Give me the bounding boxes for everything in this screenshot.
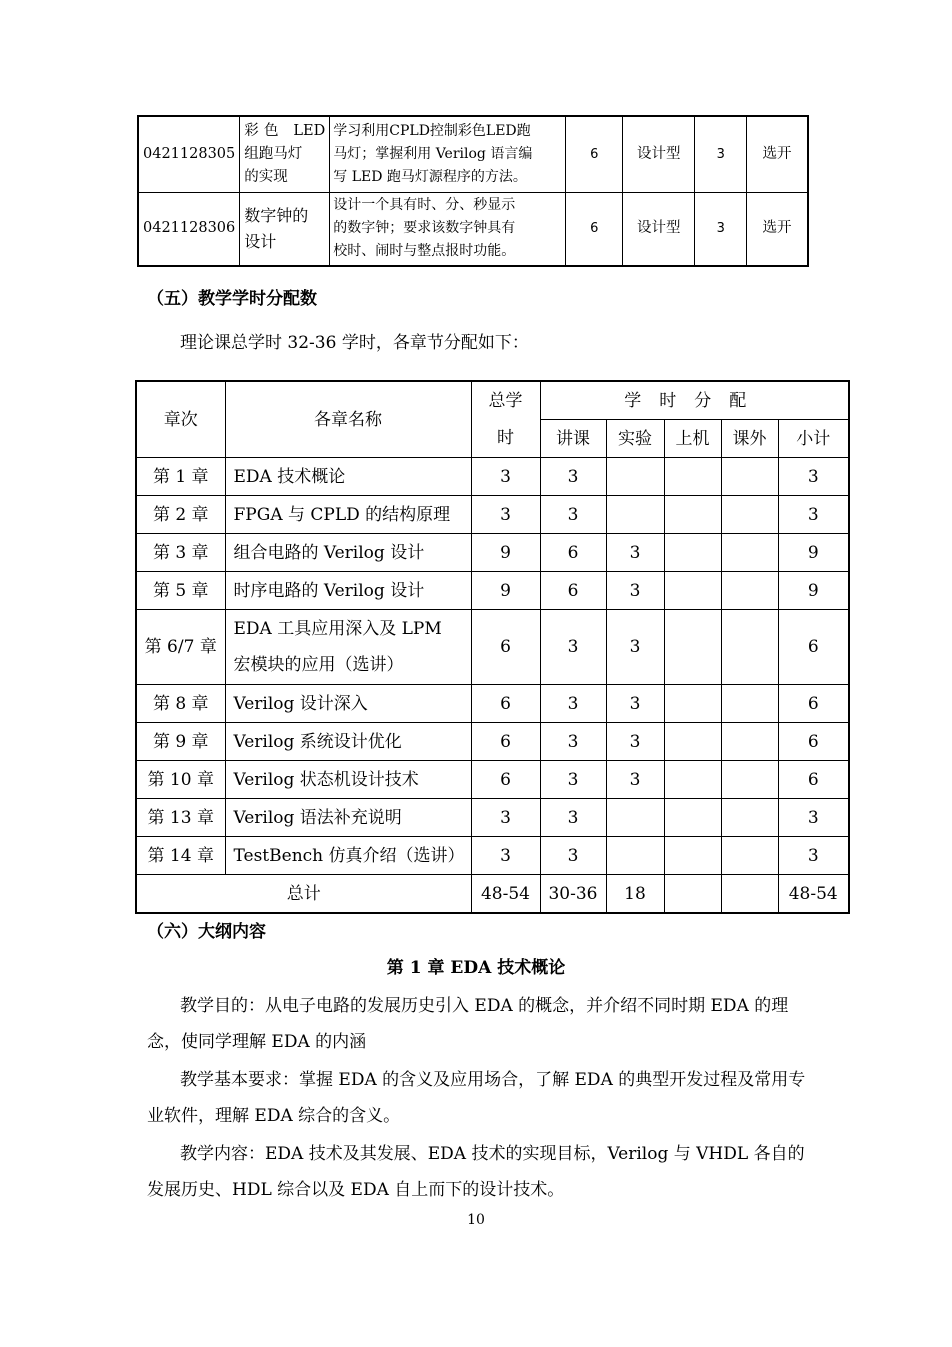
row-lecture: 3 xyxy=(540,799,606,837)
row-lecture: 6 xyxy=(540,572,606,610)
description-line: 的数字钟；要求该数字钟具有 xyxy=(333,220,516,237)
table-row xyxy=(138,116,808,192)
experiment-people: 3 xyxy=(695,192,747,266)
table-row xyxy=(138,192,808,266)
header-chapter: 章次 xyxy=(136,381,225,458)
header-distribution: 学时分配 xyxy=(540,381,849,420)
table-row xyxy=(136,534,849,572)
row-subtotal: 3 xyxy=(778,837,849,875)
body-paragraph: 教学内容：EDA 技术及其发展、EDA 技术的实现目标，Verilog 与 VHDL 各自的发展历史、HDL 综合以及 EDA 自上而下的设计技术。 xyxy=(147,1144,805,1200)
row-extra xyxy=(721,496,778,534)
experiment-type: 设计型 xyxy=(623,192,695,266)
row-total: 6 xyxy=(471,723,540,761)
experiment-name xyxy=(240,192,330,266)
row-lecture: 3 xyxy=(540,723,606,761)
row-subtotal: 9 xyxy=(778,534,849,572)
row-lab xyxy=(606,837,664,875)
row-lab: 3 xyxy=(606,572,664,610)
header-total-line2: 时 xyxy=(471,420,540,458)
description-line: 马灯；掌握利用 Verilog 语言编 xyxy=(333,145,533,162)
row-lab: 3 xyxy=(606,723,664,761)
description-line: 设计一个具有时、分、秒显示 xyxy=(333,197,516,214)
table-row xyxy=(136,799,849,837)
experiment-code: 0421128305 xyxy=(138,116,240,192)
experiment-name-line: 组跑马灯 xyxy=(244,145,303,162)
header-subtotal: 小计 xyxy=(778,420,849,458)
row-lecture: 3 xyxy=(540,496,606,534)
row-lab xyxy=(606,458,664,496)
totals-total: 48-54 xyxy=(471,875,540,914)
hours-table xyxy=(135,380,850,914)
row-computer xyxy=(664,685,721,723)
row-chapter: 第 5 章 xyxy=(136,572,225,610)
header-name: 各章名称 xyxy=(225,381,471,458)
experiment-status: 选开 xyxy=(747,192,808,266)
row-subtotal: 3 xyxy=(778,496,849,534)
row-total: 6 xyxy=(471,685,540,723)
row-lecture: 3 xyxy=(540,837,606,875)
experiment-code: 0421128306 xyxy=(138,192,240,266)
table-row xyxy=(136,685,849,723)
row-total: 6 xyxy=(471,761,540,799)
row-name: Verilog 系统设计优化 xyxy=(225,723,471,761)
row-extra xyxy=(721,610,778,685)
table-row xyxy=(136,837,849,875)
description-line: 学习利用CPLD控制彩色LED跑 xyxy=(333,122,531,139)
row-total: 3 xyxy=(471,458,540,496)
row-name: TestBench 仿真介绍（选讲） xyxy=(225,837,471,875)
row-name xyxy=(225,610,471,685)
row-chapter: 第 14 章 xyxy=(136,837,225,875)
table-row xyxy=(136,572,849,610)
row-subtotal: 6 xyxy=(778,723,849,761)
totals-label: 总计 xyxy=(136,875,471,914)
row-computer xyxy=(664,496,721,534)
row-name-line: 宏模块的应用（选讲） xyxy=(233,655,404,675)
row-extra xyxy=(721,685,778,723)
experiment-name-line: 数字钟的 xyxy=(244,205,309,225)
section-heading: （五）教学学时分配数 xyxy=(147,289,317,309)
totals-row xyxy=(136,875,849,914)
row-total: 3 xyxy=(471,837,540,875)
experiment-table xyxy=(137,115,809,267)
totals-lecture: 30-36 xyxy=(540,875,606,914)
table-row xyxy=(136,458,849,496)
row-lab: 3 xyxy=(606,761,664,799)
experiment-name-line: 彩色 LED xyxy=(244,122,326,139)
row-computer xyxy=(664,761,721,799)
totals-extra xyxy=(721,875,778,914)
row-name: Verilog 设计深入 xyxy=(225,685,471,723)
row-total: 9 xyxy=(471,572,540,610)
experiment-hours: 6 xyxy=(566,192,623,266)
row-extra xyxy=(721,458,778,496)
totals-computer xyxy=(664,875,721,914)
row-lecture: 3 xyxy=(540,761,606,799)
row-name-line: EDA 工具应用深入及 LPM xyxy=(233,619,442,639)
row-name: Verilog 语法补充说明 xyxy=(225,799,471,837)
row-total: 9 xyxy=(471,534,540,572)
experiment-description xyxy=(330,116,566,192)
row-chapter: 第 6/7 章 xyxy=(136,610,225,685)
experiment-hours: 6 xyxy=(566,116,623,192)
row-subtotal: 3 xyxy=(778,458,849,496)
row-extra xyxy=(721,761,778,799)
row-subtotal: 3 xyxy=(778,799,849,837)
row-extra xyxy=(721,572,778,610)
header-lab: 实验 xyxy=(606,420,664,458)
row-computer xyxy=(664,610,721,685)
row-computer xyxy=(664,837,721,875)
body-paragraph: 教学目的：从电子电路的发展历史引入 EDA 的概念，并介绍不同时期 EDA 的理念，使同学理解 EDA 的内涵 xyxy=(147,996,789,1052)
experiment-name xyxy=(240,116,330,192)
row-chapter: 第 8 章 xyxy=(136,685,225,723)
row-extra xyxy=(721,799,778,837)
experiment-name-line: 设计 xyxy=(244,231,277,251)
header-lecture: 讲课 xyxy=(540,420,606,458)
row-lab xyxy=(606,799,664,837)
experiment-status: 选开 xyxy=(747,116,808,192)
row-lecture: 3 xyxy=(540,610,606,685)
section-heading: （六）大纲内容 xyxy=(147,922,266,942)
row-subtotal: 6 xyxy=(778,761,849,799)
row-lab: 3 xyxy=(606,534,664,572)
header-total-line1: 总学 xyxy=(471,381,540,420)
row-lecture: 3 xyxy=(540,685,606,723)
row-lecture: 3 xyxy=(540,458,606,496)
row-subtotal: 6 xyxy=(778,610,849,685)
row-chapter: 第 3 章 xyxy=(136,534,225,572)
row-chapter: 第 13 章 xyxy=(136,799,225,837)
row-name: Verilog 状态机设计技术 xyxy=(225,761,471,799)
table-row xyxy=(136,496,849,534)
row-computer xyxy=(664,534,721,572)
row-total: 3 xyxy=(471,799,540,837)
table-row xyxy=(136,610,849,685)
experiment-type: 设计型 xyxy=(623,116,695,192)
row-subtotal: 9 xyxy=(778,572,849,610)
row-chapter: 第 1 章 xyxy=(136,458,225,496)
experiment-description xyxy=(330,192,566,266)
row-lab: 3 xyxy=(606,685,664,723)
description-line: 写 LED 跑马灯源程序的方法。 xyxy=(333,168,527,185)
section-intro: 理论课总学时 32-36 学时，各章节分配如下： xyxy=(180,333,529,353)
description-line: 校时、闹时与整点报时功能。 xyxy=(333,243,516,260)
body-paragraph: 教学基本要求：掌握 EDA 的含义及应用场合，了解 EDA 的典型开发过程及常用专业软件，理解 EDA 综合的含义。 xyxy=(147,1070,806,1126)
experiment-people: 3 xyxy=(695,116,747,192)
totals-lab: 18 xyxy=(606,875,664,914)
chapter-title: 第 1 章 EDA 技术概论 xyxy=(386,958,566,978)
row-chapter: 第 9 章 xyxy=(136,723,225,761)
table-row xyxy=(136,761,849,799)
row-computer xyxy=(664,572,721,610)
row-name: EDA 技术概论 xyxy=(225,458,471,496)
header-computer: 上机 xyxy=(664,420,721,458)
row-computer xyxy=(664,723,721,761)
row-chapter: 第 2 章 xyxy=(136,496,225,534)
row-lab xyxy=(606,496,664,534)
row-extra xyxy=(721,723,778,761)
row-subtotal: 6 xyxy=(778,685,849,723)
table-row xyxy=(136,723,849,761)
header-row xyxy=(136,381,849,420)
row-lab: 3 xyxy=(606,610,664,685)
row-computer xyxy=(664,458,721,496)
totals-subtotal: 48-54 xyxy=(778,875,849,914)
row-extra xyxy=(721,837,778,875)
row-extra xyxy=(721,534,778,572)
header-extra: 课外 xyxy=(721,420,778,458)
row-lecture: 6 xyxy=(540,534,606,572)
row-total: 3 xyxy=(471,496,540,534)
page-number: 10 xyxy=(467,1212,485,1228)
row-computer xyxy=(664,799,721,837)
row-name: FPGA 与 CPLD 的结构原理 xyxy=(225,496,471,534)
row-name: 时序电路的 Verilog 设计 xyxy=(225,572,471,610)
row-total: 6 xyxy=(471,610,540,685)
row-name: 组合电路的 Verilog 设计 xyxy=(225,534,471,572)
experiment-name-line: 的实现 xyxy=(244,168,288,185)
row-chapter: 第 10 章 xyxy=(136,761,225,799)
